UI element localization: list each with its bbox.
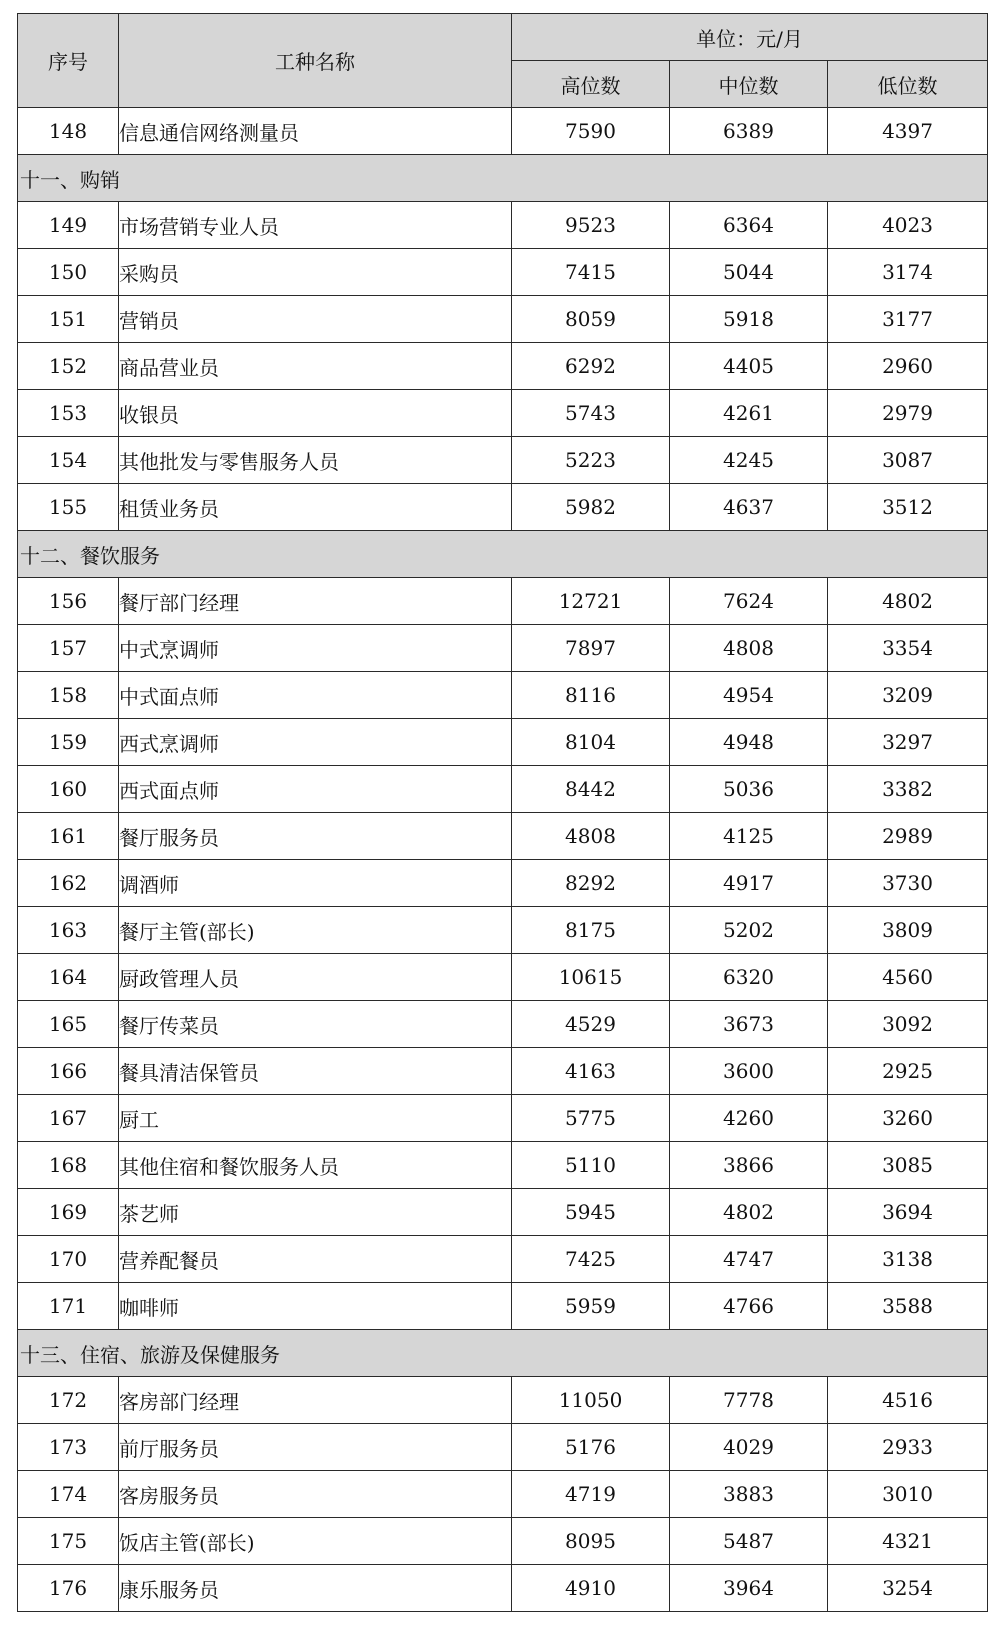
mid-value-cell: 4766 bbox=[670, 1283, 828, 1330]
high-value-cell: 9523 bbox=[512, 202, 670, 249]
mid-value-cell: 3964 bbox=[670, 1565, 828, 1612]
table-row bbox=[18, 954, 988, 1001]
wage-table bbox=[17, 13, 988, 1612]
row-index-cell: 166 bbox=[18, 1048, 119, 1095]
high-value-cell: 12721 bbox=[512, 578, 670, 625]
high-value-cell: 8116 bbox=[512, 672, 670, 719]
mid-value-cell: 5487 bbox=[670, 1518, 828, 1565]
mid-value-cell: 4125 bbox=[670, 813, 828, 860]
occupation-name-cell: 厨工 bbox=[119, 1095, 512, 1142]
table-row bbox=[18, 249, 988, 296]
mid-value-cell: 7778 bbox=[670, 1377, 828, 1424]
section-title: 十一、购销 bbox=[18, 155, 988, 202]
row-index-cell: 172 bbox=[18, 1377, 119, 1424]
table-row bbox=[18, 1236, 988, 1283]
high-column-header: 高位数 bbox=[512, 61, 670, 108]
low-value-cell: 3512 bbox=[828, 484, 988, 531]
mid-value-cell: 6364 bbox=[670, 202, 828, 249]
mid-column-header: 中位数 bbox=[670, 61, 828, 108]
table-row bbox=[18, 766, 988, 813]
occupation-name-cell: 厨政管理人员 bbox=[119, 954, 512, 1001]
high-value-cell: 4719 bbox=[512, 1471, 670, 1518]
mid-value-cell: 4808 bbox=[670, 625, 828, 672]
row-index-cell: 150 bbox=[18, 249, 119, 296]
table-row bbox=[18, 1142, 988, 1189]
occupation-name-cell: 茶艺师 bbox=[119, 1189, 512, 1236]
row-index-cell: 161 bbox=[18, 813, 119, 860]
mid-value-cell: 6320 bbox=[670, 954, 828, 1001]
occupation-name-cell: 康乐服务员 bbox=[119, 1565, 512, 1612]
occupation-name-cell: 营养配餐员 bbox=[119, 1236, 512, 1283]
low-value-cell: 4397 bbox=[828, 108, 988, 155]
high-value-cell: 8095 bbox=[512, 1518, 670, 1565]
row-index-cell: 162 bbox=[18, 860, 119, 907]
high-value-cell: 5945 bbox=[512, 1189, 670, 1236]
high-value-cell: 4910 bbox=[512, 1565, 670, 1612]
mid-value-cell: 3600 bbox=[670, 1048, 828, 1095]
occupation-name-cell: 餐厅服务员 bbox=[119, 813, 512, 860]
high-value-cell: 7897 bbox=[512, 625, 670, 672]
mid-value-cell: 4405 bbox=[670, 343, 828, 390]
row-index-cell: 169 bbox=[18, 1189, 119, 1236]
table-row bbox=[18, 296, 988, 343]
mid-value-cell: 3673 bbox=[670, 1001, 828, 1048]
high-value-cell: 8059 bbox=[512, 296, 670, 343]
low-value-cell: 3297 bbox=[828, 719, 988, 766]
mid-value-cell: 3883 bbox=[670, 1471, 828, 1518]
mid-value-cell: 4954 bbox=[670, 672, 828, 719]
unit-header: 单位：元/月 bbox=[512, 14, 988, 61]
high-value-cell: 10615 bbox=[512, 954, 670, 1001]
row-index-cell: 159 bbox=[18, 719, 119, 766]
row-index-cell: 149 bbox=[18, 202, 119, 249]
high-value-cell: 7415 bbox=[512, 249, 670, 296]
mid-value-cell: 4260 bbox=[670, 1095, 828, 1142]
mid-value-cell: 4917 bbox=[670, 860, 828, 907]
low-value-cell: 3087 bbox=[828, 437, 988, 484]
table-row bbox=[18, 1518, 988, 1565]
mid-value-cell: 6389 bbox=[670, 108, 828, 155]
table-row bbox=[18, 672, 988, 719]
table-header bbox=[18, 14, 988, 108]
mid-value-cell: 4747 bbox=[670, 1236, 828, 1283]
mid-value-cell: 4245 bbox=[670, 437, 828, 484]
row-index-cell: 164 bbox=[18, 954, 119, 1001]
mid-value-cell: 5202 bbox=[670, 907, 828, 954]
high-value-cell: 5176 bbox=[512, 1424, 670, 1471]
occupation-name-cell: 租赁业务员 bbox=[119, 484, 512, 531]
table-row bbox=[18, 1283, 988, 1330]
low-value-cell: 3260 bbox=[828, 1095, 988, 1142]
table-row bbox=[18, 343, 988, 390]
high-value-cell: 5982 bbox=[512, 484, 670, 531]
low-value-cell: 3174 bbox=[828, 249, 988, 296]
low-value-cell: 3382 bbox=[828, 766, 988, 813]
occupation-name-cell: 信息通信网络测量员 bbox=[119, 108, 512, 155]
low-value-cell: 2925 bbox=[828, 1048, 988, 1095]
mid-value-cell: 4948 bbox=[670, 719, 828, 766]
row-index-cell: 160 bbox=[18, 766, 119, 813]
row-index-cell: 171 bbox=[18, 1283, 119, 1330]
row-index-cell: 152 bbox=[18, 343, 119, 390]
table-row bbox=[18, 1471, 988, 1518]
row-index-cell: 155 bbox=[18, 484, 119, 531]
low-value-cell: 3085 bbox=[828, 1142, 988, 1189]
occupation-name-cell: 市场营销专业人员 bbox=[119, 202, 512, 249]
row-index-cell: 154 bbox=[18, 437, 119, 484]
row-index-cell: 156 bbox=[18, 578, 119, 625]
table-row bbox=[18, 1377, 988, 1424]
occupation-name-cell: 饭店主管(部长) bbox=[119, 1518, 512, 1565]
occupation-name-cell: 营销员 bbox=[119, 296, 512, 343]
table-row bbox=[18, 108, 988, 155]
high-value-cell: 8104 bbox=[512, 719, 670, 766]
low-value-cell: 3809 bbox=[828, 907, 988, 954]
occupation-name-cell: 前厅服务员 bbox=[119, 1424, 512, 1471]
high-value-cell: 7425 bbox=[512, 1236, 670, 1283]
index-column-header: 序号 bbox=[18, 14, 119, 108]
mid-value-cell: 4029 bbox=[670, 1424, 828, 1471]
table-row bbox=[18, 625, 988, 672]
low-value-cell: 4516 bbox=[828, 1377, 988, 1424]
occupation-name-cell: 其他住宿和餐饮服务人员 bbox=[119, 1142, 512, 1189]
section-title: 十二、餐饮服务 bbox=[18, 531, 988, 578]
row-index-cell: 173 bbox=[18, 1424, 119, 1471]
occupation-name-cell: 咖啡师 bbox=[119, 1283, 512, 1330]
occupation-name-cell: 餐具清洁保管员 bbox=[119, 1048, 512, 1095]
section-header-row bbox=[18, 1330, 988, 1377]
occupation-name-cell: 客房服务员 bbox=[119, 1471, 512, 1518]
row-index-cell: 148 bbox=[18, 108, 119, 155]
high-value-cell: 5959 bbox=[512, 1283, 670, 1330]
section-title: 十三、住宿、旅游及保健服务 bbox=[18, 1330, 988, 1377]
table-body bbox=[18, 108, 988, 1612]
table-row bbox=[18, 1048, 988, 1095]
table-row bbox=[18, 907, 988, 954]
low-value-cell: 3177 bbox=[828, 296, 988, 343]
table-row bbox=[18, 1424, 988, 1471]
row-index-cell: 174 bbox=[18, 1471, 119, 1518]
low-value-cell: 4023 bbox=[828, 202, 988, 249]
table-row bbox=[18, 437, 988, 484]
row-index-cell: 170 bbox=[18, 1236, 119, 1283]
low-value-cell: 2989 bbox=[828, 813, 988, 860]
mid-value-cell: 7624 bbox=[670, 578, 828, 625]
mid-value-cell: 5036 bbox=[670, 766, 828, 813]
row-index-cell: 167 bbox=[18, 1095, 119, 1142]
occupation-name-cell: 客房部门经理 bbox=[119, 1377, 512, 1424]
section-header-row bbox=[18, 531, 988, 578]
low-value-cell: 3010 bbox=[828, 1471, 988, 1518]
occupation-name-cell: 收银员 bbox=[119, 390, 512, 437]
high-value-cell: 4808 bbox=[512, 813, 670, 860]
name-column-header: 工种名称 bbox=[119, 14, 512, 108]
low-value-cell: 3209 bbox=[828, 672, 988, 719]
occupation-name-cell: 西式烹调师 bbox=[119, 719, 512, 766]
table-row bbox=[18, 390, 988, 437]
occupation-name-cell: 西式面点师 bbox=[119, 766, 512, 813]
table-row bbox=[18, 860, 988, 907]
table-row bbox=[18, 1189, 988, 1236]
row-index-cell: 151 bbox=[18, 296, 119, 343]
high-value-cell: 5743 bbox=[512, 390, 670, 437]
table-row bbox=[18, 813, 988, 860]
table-row bbox=[18, 719, 988, 766]
high-value-cell: 5775 bbox=[512, 1095, 670, 1142]
low-value-cell: 2960 bbox=[828, 343, 988, 390]
low-value-cell: 2933 bbox=[828, 1424, 988, 1471]
high-value-cell: 5223 bbox=[512, 437, 670, 484]
row-index-cell: 163 bbox=[18, 907, 119, 954]
high-value-cell: 7590 bbox=[512, 108, 670, 155]
occupation-name-cell: 调酒师 bbox=[119, 860, 512, 907]
row-index-cell: 158 bbox=[18, 672, 119, 719]
table-row bbox=[18, 1565, 988, 1612]
high-value-cell: 8442 bbox=[512, 766, 670, 813]
low-value-cell: 2979 bbox=[828, 390, 988, 437]
header-row-top bbox=[18, 14, 988, 61]
table-row bbox=[18, 578, 988, 625]
low-value-cell: 4321 bbox=[828, 1518, 988, 1565]
occupation-name-cell: 餐厅主管(部长) bbox=[119, 907, 512, 954]
row-index-cell: 157 bbox=[18, 625, 119, 672]
mid-value-cell: 4261 bbox=[670, 390, 828, 437]
table-row bbox=[18, 1095, 988, 1142]
low-column-header: 低位数 bbox=[828, 61, 988, 108]
high-value-cell: 4163 bbox=[512, 1048, 670, 1095]
occupation-name-cell: 中式面点师 bbox=[119, 672, 512, 719]
table-row bbox=[18, 202, 988, 249]
low-value-cell: 3730 bbox=[828, 860, 988, 907]
low-value-cell: 4802 bbox=[828, 578, 988, 625]
high-value-cell: 8292 bbox=[512, 860, 670, 907]
row-index-cell: 153 bbox=[18, 390, 119, 437]
low-value-cell: 3354 bbox=[828, 625, 988, 672]
high-value-cell: 8175 bbox=[512, 907, 670, 954]
occupation-name-cell: 商品营业员 bbox=[119, 343, 512, 390]
row-index-cell: 168 bbox=[18, 1142, 119, 1189]
high-value-cell: 5110 bbox=[512, 1142, 670, 1189]
row-index-cell: 175 bbox=[18, 1518, 119, 1565]
section-header-row bbox=[18, 155, 988, 202]
occupation-name-cell: 中式烹调师 bbox=[119, 625, 512, 672]
table-row bbox=[18, 484, 988, 531]
row-index-cell: 165 bbox=[18, 1001, 119, 1048]
mid-value-cell: 5918 bbox=[670, 296, 828, 343]
low-value-cell: 3588 bbox=[828, 1283, 988, 1330]
mid-value-cell: 4637 bbox=[670, 484, 828, 531]
low-value-cell: 3694 bbox=[828, 1189, 988, 1236]
occupation-name-cell: 餐厅传菜员 bbox=[119, 1001, 512, 1048]
high-value-cell: 6292 bbox=[512, 343, 670, 390]
high-value-cell: 11050 bbox=[512, 1377, 670, 1424]
mid-value-cell: 3866 bbox=[670, 1142, 828, 1189]
low-value-cell: 3254 bbox=[828, 1565, 988, 1612]
high-value-cell: 4529 bbox=[512, 1001, 670, 1048]
occupation-name-cell: 餐厅部门经理 bbox=[119, 578, 512, 625]
row-index-cell: 176 bbox=[18, 1565, 119, 1612]
mid-value-cell: 5044 bbox=[670, 249, 828, 296]
low-value-cell: 3092 bbox=[828, 1001, 988, 1048]
low-value-cell: 3138 bbox=[828, 1236, 988, 1283]
occupation-name-cell: 其他批发与零售服务人员 bbox=[119, 437, 512, 484]
occupation-name-cell: 采购员 bbox=[119, 249, 512, 296]
table-row bbox=[18, 1001, 988, 1048]
mid-value-cell: 4802 bbox=[670, 1189, 828, 1236]
low-value-cell: 4560 bbox=[828, 954, 988, 1001]
